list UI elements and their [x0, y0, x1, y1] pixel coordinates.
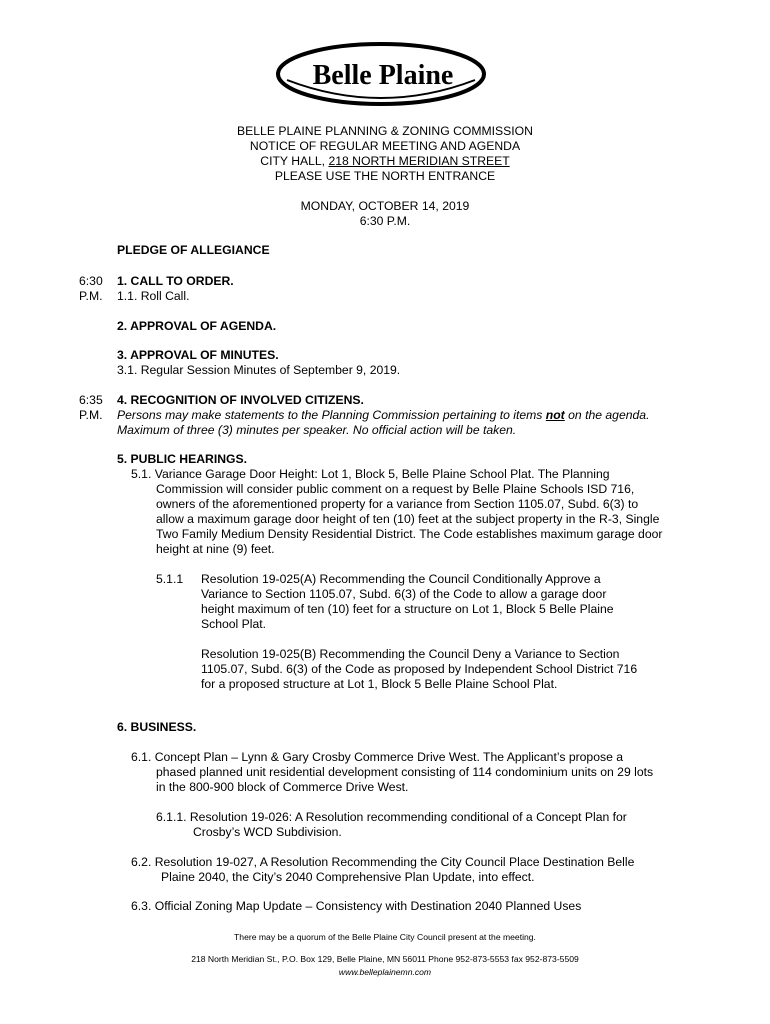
resolution-a-line: School Plat.: [201, 617, 267, 631]
item-6-2-line: 6.2. Resolution 19-027, A Resolution Recommending the City Council Place Destination Belle: [131, 855, 635, 869]
item-6-1-1-line: 6.1.1. Resolution 19-026: A Resolution recommending conditional of a Concept Plan for: [156, 810, 627, 824]
item-4-not: not: [545, 408, 565, 422]
item-6-3: 6.3. Official Zoning Map Update – Consistency with Destination 2040 Planned Uses: [131, 899, 582, 913]
time-635-pm: P.M.: [79, 408, 103, 422]
item-5-1-1-number: 5.1.1: [156, 572, 184, 586]
item-5-1-line: height at nine (9) feet.: [156, 542, 275, 556]
header-line-3: [0, 154, 770, 169]
meeting-time: 6:30 P.M.: [359, 214, 411, 228]
item-5-1-line: Two Family Medium Density Residential District. The Code establishes maximum garage door: [156, 527, 663, 541]
pledge-heading: PLEDGE OF ALLEGIANCE: [117, 243, 270, 257]
resolution-b-line: Resolution 19-025(B) Recommending the Council Deny a Variance to Section: [201, 647, 620, 661]
resolution-b-line: 1105.07, Subd. 6(3) of the Code as proposed by Independent School District 716: [201, 662, 638, 676]
time-630: 6:30: [79, 274, 103, 288]
item-5-heading: 5. PUBLIC HEARINGS.: [117, 452, 248, 466]
resolution-a-line: height maximum of ten (10) feet for a structure on Lot 1, Block 5 Belle Plaine: [201, 602, 614, 616]
item-4-text-2: Maximum of three (3) minutes per speaker. No official action will be taken.: [117, 423, 517, 437]
item-4-heading: 4. RECOGNITION OF INVOLVED CITIZENS.: [117, 393, 364, 407]
logo-text: Belle Plaine: [312, 60, 454, 91]
item-1-1: 1.1. Roll Call.: [117, 289, 190, 303]
item-4-text-1-post: on the agenda.: [564, 408, 650, 422]
item-2-heading: 2. APPROVAL OF AGENDA.: [117, 319, 277, 333]
item-6-2-line: Plaine 2040, the City’s 2040 Comprehensive Plan Update, into effect.: [161, 870, 535, 884]
resolution-a-line: Variance to Section 1105.07, Subd. 6(3) of the Code to allow a garage door: [201, 587, 607, 601]
footer-quorum: There may be a quorum of the Belle Plaine City Council present at the meeting.: [234, 932, 536, 942]
item-5-1-line: owners of the aforementioned property for a variance from Section 1105.07, Subd. 6(3) to: [156, 497, 639, 511]
time-630-pm: P.M.: [79, 289, 103, 303]
header-line-4: PLEASE USE THE NORTH ENTRANCE: [274, 169, 496, 183]
item-6-1-line: phased planned unit residential development consisting of 114 condominium units on 29 lots: [156, 765, 654, 779]
item-3-heading: 3. APPROVAL OF MINUTES.: [117, 348, 279, 362]
time-635: 6:35: [79, 393, 103, 407]
item-1-heading: 1. CALL TO ORDER.: [117, 274, 234, 288]
header-address: 218 NORTH MERIDIAN STREET: [328, 154, 510, 168]
item-4-text-1-pre: Persons may make statements to the Planning Commission pertaining to items: [117, 408, 546, 422]
item-6-1-line: in the 800-900 block of Commerce Drive West.: [156, 780, 409, 794]
footer-address: 218 North Meridian St., P.O. Box 129, Belle Plaine, MN 56011 Phone 952-873-5553 fax 952-873-5509: [191, 954, 579, 964]
belle-plaine-logo: [275, 40, 487, 112]
item-6-heading: 6. BUSINESS.: [117, 720, 197, 734]
item-5-1-line: 5.1. Variance Garage Door Height: Lot 1, Block 5, Belle Plaine School Plat. The Planning: [131, 467, 610, 481]
header-line-1: BELLE PLAINE PLANNING & ZONING COMMISSION: [237, 124, 533, 138]
resolution-b-line: for a proposed structure at Lot 1, Block 5 Belle Plaine School Plat.: [201, 677, 558, 691]
item-6-1-1-line: Crosby’s WCD Subdivision.: [193, 825, 342, 839]
header-city-hall: CITY HALL,: [260, 154, 329, 168]
item-5-1-line: Commission will consider public comment on a request by Belle Plaine Schools ISD 716,: [156, 482, 635, 496]
meeting-date: MONDAY, OCTOBER 14, 2019: [300, 199, 470, 213]
item-4-text-1: [117, 408, 649, 423]
resolution-a-line: Resolution 19-025(A) Recommending the Council Conditionally Approve a: [201, 572, 601, 586]
item-5-1-line: allow a maximum garage door height of ten (10) feet at the subject property in the R-3, Single: [156, 512, 660, 526]
footer-website: www.belleplainemn.com: [338, 967, 432, 977]
item-3-1: 3.1. Regular Session Minutes of September 9, 2019.: [117, 363, 401, 377]
header-line-2: NOTICE OF REGULAR MEETING AND AGENDA: [249, 139, 521, 153]
item-6-1-line: 6.1. Concept Plan – Lynn & Gary Crosby Commerce Drive West. The Applicant’s propose a: [131, 750, 624, 764]
